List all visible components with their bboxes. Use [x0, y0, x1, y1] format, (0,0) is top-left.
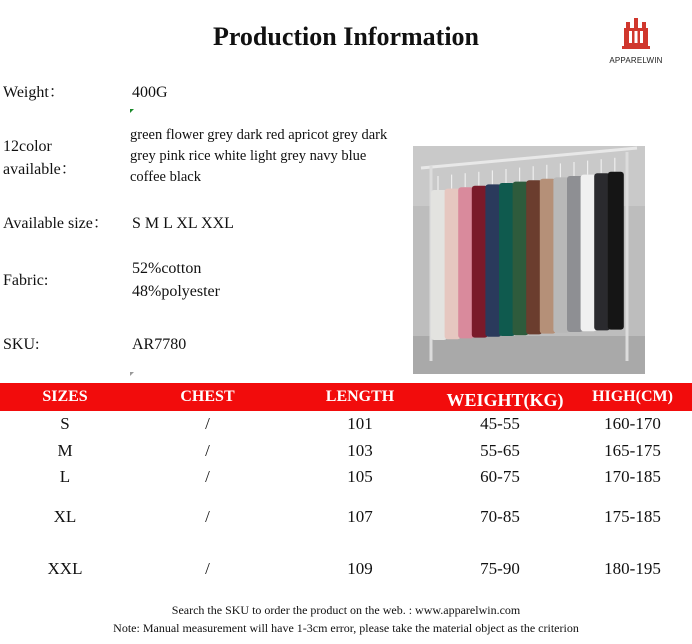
clothes-rack-image	[413, 146, 645, 374]
cell-size: M	[57, 441, 73, 460]
weight-label: Weight：	[3, 84, 65, 101]
pants-garment	[472, 186, 488, 338]
cell-length: 103	[347, 441, 373, 460]
crown-icon	[620, 18, 652, 52]
colors-label-line2: available：	[3, 161, 77, 178]
pants-garment	[526, 180, 542, 334]
size-table-header	[0, 383, 692, 411]
cell-size: XXL	[47, 559, 83, 578]
fabric-value-cotton: 52%cotton	[132, 260, 202, 277]
cell-length: 109	[347, 559, 373, 578]
brand-logo	[596, 18, 676, 80]
pants-garment	[567, 176, 583, 332]
cell-chest: /	[205, 507, 210, 526]
comment-marker	[130, 109, 134, 113]
cell-weight: 55-65	[480, 441, 520, 460]
footer-sku-note: Search the SKU to order the product on the web. : www.apparelwin.com	[171, 603, 521, 617]
cell-height: 170-185	[604, 467, 661, 486]
cell-chest: /	[205, 441, 210, 460]
header-sizes: SIZES	[42, 388, 88, 405]
product-photo	[413, 146, 645, 374]
pants-garment	[499, 183, 515, 336]
pants-garment	[594, 173, 610, 330]
header-weight: WEIGHT(KG)	[446, 390, 564, 410]
cell-size: XL	[53, 507, 77, 526]
cell-size: L	[59, 467, 71, 486]
cell-height: 165-175	[604, 441, 661, 460]
logo-text: APPARELWIN	[609, 56, 663, 65]
cell-weight: 45-55	[480, 414, 520, 433]
cell-weight: 70-85	[480, 507, 520, 526]
weight-value: 400G	[132, 84, 168, 101]
cell-weight: 60-75	[480, 467, 520, 486]
cell-height: 160-170	[604, 414, 661, 433]
cell-chest: /	[205, 559, 210, 578]
cell-chest: /	[205, 467, 210, 486]
cell-length: 101	[347, 414, 373, 433]
fabric-value-polyester: 48%polyester	[132, 283, 220, 300]
cell-height: 180-195	[604, 559, 661, 578]
pants-garment	[581, 175, 597, 332]
fabric-label: Fabric:	[3, 272, 49, 289]
sku-value: AR7780	[132, 336, 187, 353]
footer-measurement-note: Note: Manual measurement will have 1-3cm error, please take the material object as the criterion	[113, 621, 579, 635]
pants-garment	[608, 172, 624, 330]
cell-length: 105	[347, 467, 373, 486]
cell-weight: 75-90	[480, 559, 520, 578]
header-height: HIGH(CM)	[592, 388, 673, 405]
page-title: Production Information	[212, 22, 480, 51]
sku-label: SKU:	[3, 336, 40, 353]
pants-garment	[540, 179, 556, 334]
pants-garment	[513, 182, 529, 336]
cell-chest: /	[205, 414, 210, 433]
cell-marker	[130, 372, 134, 376]
header-length: LENGTH	[325, 388, 395, 405]
size-value: S M L XL XXL	[132, 215, 234, 232]
colors-value: green flower grey dark red apricot grey dark grey pink rice white light grey navy blue coffee black	[130, 127, 388, 185]
size-label: Available size：	[3, 215, 109, 232]
colors-label-line1: 12color	[3, 138, 52, 155]
cell-size: S	[60, 414, 70, 433]
cell-length: 107	[347, 507, 373, 526]
header-chest: CHEST	[180, 388, 235, 405]
cell-height: 175-185	[604, 507, 661, 526]
